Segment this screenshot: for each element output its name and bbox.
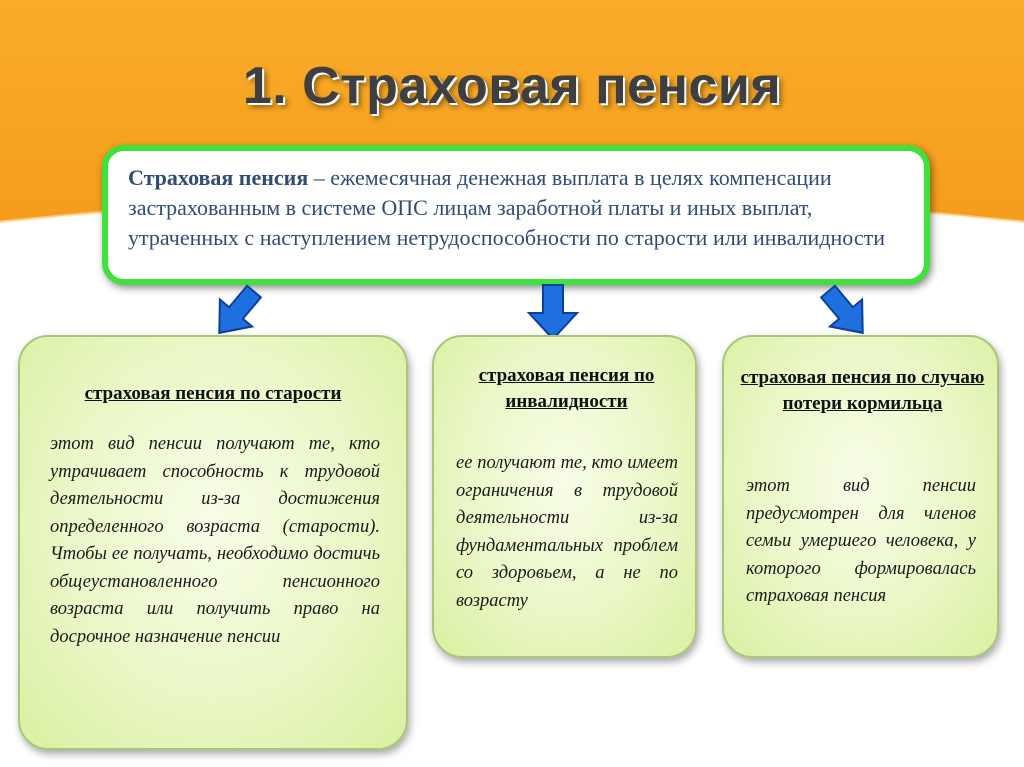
card-body: этот вид пенсии получают те, кто утрачивает способность к трудовой деятельности из-за достижения определенного возраста (старости). Чтобы ее получать, необходимо достичь общеустановленного пенсионного возраста или получить право на досрочное назначение пенсии: [50, 434, 380, 647]
arrow-down-icon: [525, 283, 581, 341]
definition-body: – ежемесячная денежная выплата в целях компенсации застрахованным в системе ОПС лицам заработной платы и иных выплат, утраченных с наступлением нетрудоспособности по старости или инвалидности: [128, 165, 886, 250]
definition-text: [128, 163, 906, 253]
arrow-down-right-icon: [815, 283, 877, 343]
card-title: страховая пенсия по старости: [84, 383, 342, 404]
definition-box: [102, 145, 930, 285]
definition-term: Страховая пенсия: [128, 165, 309, 190]
card-survivor-pension: [722, 335, 999, 658]
card-title: страховая пенсия по инвалидности: [478, 365, 655, 412]
card-body: ее получают те, кто имеет ограничения в трудовой деятельности из-за фундаментальных проблем со здоровьем, а не по возрасту: [456, 453, 678, 611]
page-title: 1. Страховая пенсия: [242, 57, 782, 115]
card-disability-pension: [432, 335, 697, 658]
arrow-down-left-icon: [205, 283, 267, 343]
card-title: страховая пенсия по случаю потери кормильца: [740, 367, 985, 414]
card-body: этот вид пенсии предусмотрен для членов семьи умершего человека, у которого формировалась страховая пенсия: [746, 476, 976, 606]
card-old-age-pension: [18, 335, 408, 750]
